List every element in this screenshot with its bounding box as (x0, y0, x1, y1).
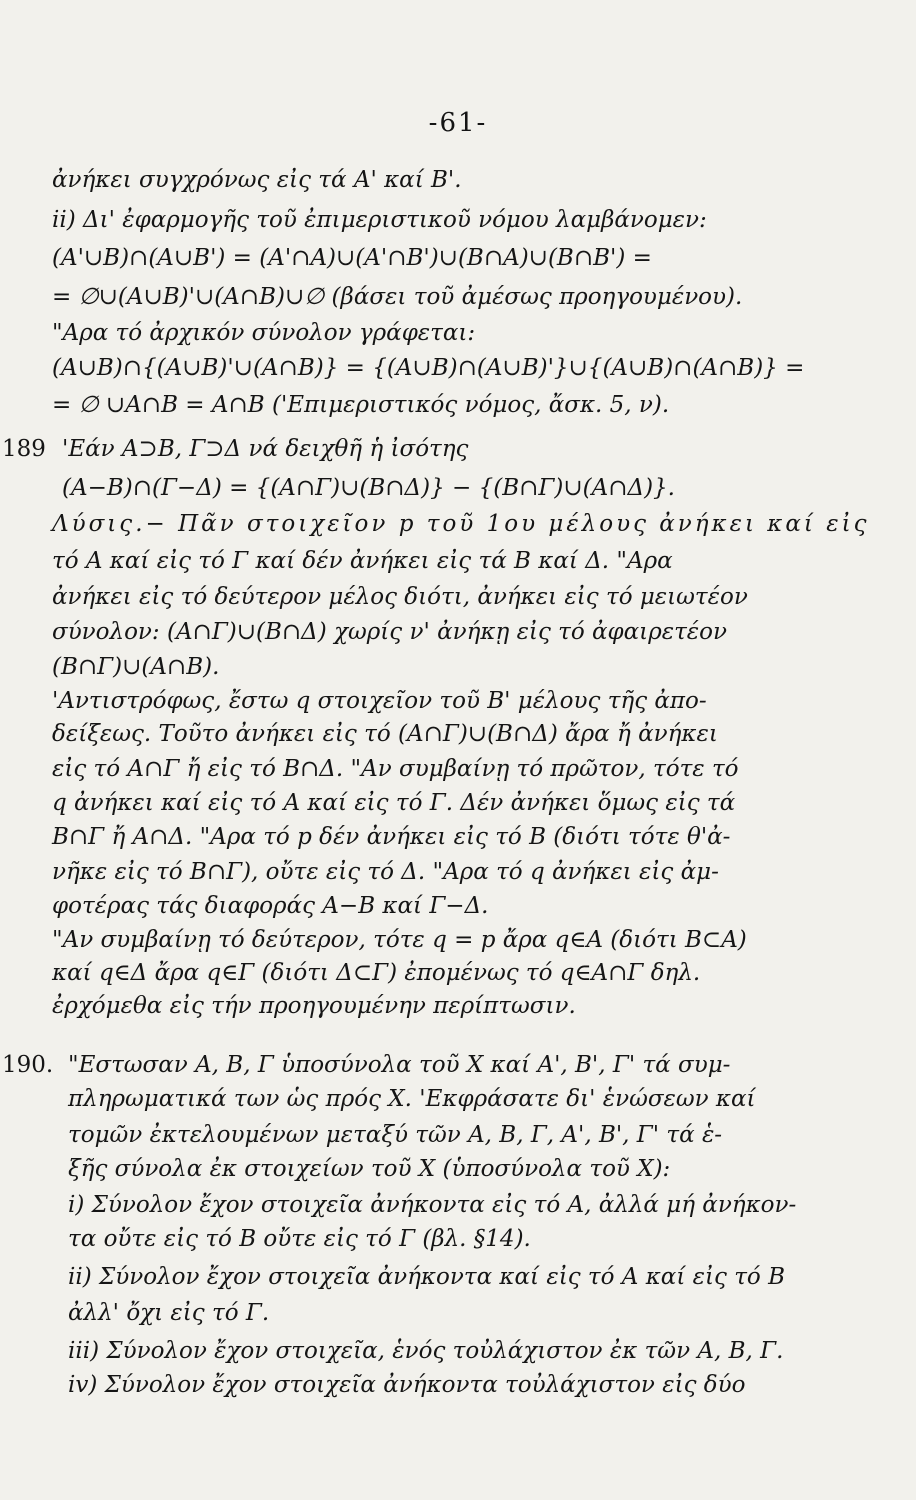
text-line: ἐρχόμεθα εἰς τήν προηγουμένην περίπτωσιν. (52, 993, 576, 1019)
text-line: ii) Δι' ἐφαρμογῆς τοῦ ἐπιμεριστικοῦ νόμου λαμβάνομεν: (52, 207, 707, 233)
text-line: iii) Σύνολον ἔχον στοιχεῖα, ἑνός τοὐλάχιστον ἐκ τῶν Α, Β, Γ. (68, 1338, 784, 1364)
text-line: i) Σύνολον ἔχον στοιχεῖα ἀνήκοντα εἰς τό Α, ἀλλά μή ἀνήκον- (68, 1192, 797, 1218)
text-line: φοτέρας τάς διαφοράς Α−Β καί Γ−Δ. (52, 893, 489, 919)
text-line: τομῶν ἐκτελουμένων μεταξύ τῶν Α, Β, Γ, Α', Β', Γ' τά ἑ- (68, 1122, 723, 1148)
text-line: (Α'∪Β)∩(Α∪Β') = (Α'∩Α)∪(Α'∩Β')∪(Β∩Α)∪(Β∩Β') = (52, 245, 652, 271)
text-line: τα οὔτε εἰς τό Β οὔτε εἰς τό Γ (βλ. §14). (68, 1226, 531, 1252)
text-line: iv) Σύνολον ἔχον στοιχεῖα ἀνήκοντα τοὐλάχιστον εἰς δύο (68, 1372, 746, 1398)
exercise-number: 190. (2, 1052, 54, 1078)
text-line: εἰς τό Α∩Γ ἤ εἰς τό Β∩Δ. "Αν συμβαίνῃ τό πρῶτον, τότε τό (52, 756, 739, 782)
text-line: "Αρα τό ἀρχικόν σύνολον γράφεται: (52, 320, 476, 346)
text-line: ἀνήκει εἰς τό δεύτερον μέλος διότι, ἀνήκει εἰς τό μειωτέον (52, 584, 748, 610)
text-line: (Β∩Γ)∪(Α∩Β). (52, 654, 220, 680)
text-line: 'Αντιστρόφως, ἔστω q στοιχεῖον τοῦ Β' μέλους τῆς ἀπο- (52, 688, 707, 714)
exercise-number: 189 (2, 436, 46, 462)
text-line: = ∅ ∪Α∩Β = Α∩Β ('Επιμεριστικός νόμος, ἄσκ. 5, ν). (52, 392, 670, 418)
text-line: = ∅∪(Α∪Β)'∪(Α∩Β)∪∅ (βάσει τοῦ ἀμέσως προηγουμένου). (52, 284, 743, 310)
text-line: (Α∪Β)∩{(Α∪Β)'∪(Α∩Β)} = {(Α∪Β)∩(Α∪Β)'}∪{(Α∪Β)∩(Α∩Β)} = (52, 355, 805, 381)
formula-line: (Α−Β)∩(Γ−Δ) = {(Α∩Γ)∪(Β∩Δ)} − {(Β∩Γ)∪(Α∩Δ)}. (62, 475, 675, 501)
text-line: πληρωματικά των ὡς πρός Χ. 'Εκφράσατε δι' ἑνώσεων καί (68, 1086, 756, 1112)
text-line: ἀνήκει συγχρόνως εἰς τά Α' καί Β'. (52, 167, 462, 193)
exercise-heading: "Εστωσαν Α, Β, Γ ὑποσύνολα τοῦ Χ καί Α', Β', Γ' τά συμ- (68, 1052, 731, 1078)
text-line: q ἀνήκει καί εἰς τό Α καί εἰς τό Γ. Δέν ἀνήκει ὅμως εἰς τά (52, 790, 736, 816)
text-line: Λύσις.− Πᾶν στοιχεῖον p τοῦ 1ου μέλους ἀνήκει καί εἰς (52, 511, 870, 537)
text-line: νῆκε εἰς τό Β∩Γ), οὔτε εἰς τό Δ. "Αρα τό q ἀνήκει εἰς ἀμ- (52, 859, 719, 885)
text-line: ξῆς σύνολα ἐκ στοιχείων τοῦ Χ (ὑποσύνολα τοῦ Χ): (68, 1156, 671, 1182)
text-line: ii) Σύνολον ἔχον στοιχεῖα ἀνήκοντα καί εἰς τό Α καί εἰς τό Β (68, 1264, 785, 1290)
page-number: -61- (428, 108, 488, 138)
text-line: τό Α καί εἰς τό Γ καί δέν ἀνήκει εἰς τά Β καί Δ. "Αρα (52, 548, 673, 574)
text-line: δείξεως. Τοῦτο ἀνήκει εἰς τό (Α∩Γ)∪(Β∩Δ) ἄρα ἤ ἀνήκει (52, 721, 718, 747)
text-line: Β∩Γ ἤ Α∩Δ. "Αρα τό p δέν ἀνήκει εἰς τό Β (διότι τότε θ'ἀ- (52, 824, 731, 850)
text-line: ἀλλ' ὄχι εἰς τό Γ. (68, 1300, 270, 1326)
text-line: σύνολον: (Α∩Γ)∪(Β∩Δ) χωρίς ν' ἀνήκῃ εἰς τό ἀφαιρετέον (52, 619, 727, 645)
text-line: καί q∈Δ ἄρα q∈Γ (διότι Δ⊂Γ) ἐπομένως τό q∈Α∩Γ δηλ. (52, 960, 701, 986)
text-line: "Αν συμβαίνῃ τό δεύτερον, τότε q = p ἄρα q∈Α (διότι Β⊂Α) (52, 927, 747, 953)
exercise-heading: 'Εάν Α⊃Β, Γ⊃Δ νά δειχθῆ ἡ ἰσότης (62, 436, 469, 462)
